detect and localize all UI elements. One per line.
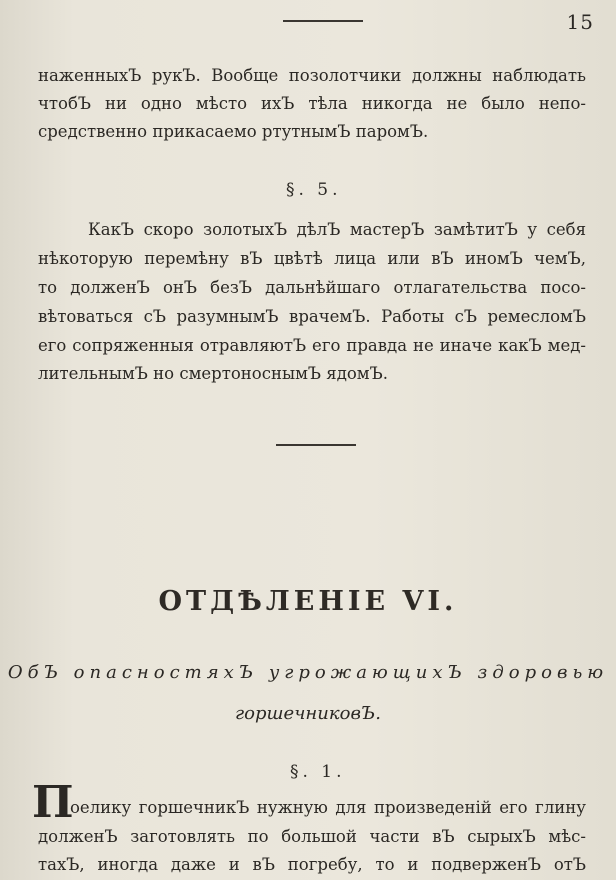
text-line: долженЪ заготовлять по большой части вЪ сырыхЪ мѣс- xyxy=(38,827,586,846)
chapter-title: ОТДѢЛЕНІЕ VI. xyxy=(158,586,458,617)
page-number: 15 xyxy=(566,10,594,34)
text-line: КакЪ скоро золотыхЪ дѣлЪ мастерЪ замѣтитЪ у себя xyxy=(88,220,586,239)
text-line: нѣкоторую перемѣну вЪ цвѣтѣ лица или вЪ иномЪ чемЪ, xyxy=(38,249,586,268)
section-mark: §. 5. xyxy=(286,180,342,200)
section-divider-rule xyxy=(276,444,356,446)
header-rule xyxy=(283,20,363,22)
drop-cap: П xyxy=(32,777,74,828)
text-line: средственно прикасаемо ртутнымЪ паромЪ. xyxy=(38,122,429,141)
section-mark: §. 1. xyxy=(290,762,346,782)
chapter-subtitle: ОбЪ опасностяхЪ угрожающихЪ здоровью xyxy=(7,662,609,683)
text-line: оелику горшечникЪ нужную для произведеній его глину xyxy=(70,798,586,817)
text-line: лительнымЪ но смертоноснымЪ ядомЪ. xyxy=(38,364,388,383)
text-line: вѣтоваться сЪ разумнымЪ врачемЪ. Работы сЪ ремесломЪ xyxy=(38,307,586,326)
text-line: чтобЪ ни одно мѣсто ихЪ тѣла никогда не было непо- xyxy=(38,94,586,113)
text-line: тахЪ, иногда даже и вЪ погребу, то и подверженЪ отЪ xyxy=(38,855,586,874)
text-line: наженныхЪ рукЪ. Вообще позолотчики должны наблюдать xyxy=(38,66,586,85)
text-line: его сопряженныя отравляютЪ его правда не иначе какЪ мед- xyxy=(38,336,586,355)
chapter-subtitle-continued: горшечниковЪ. xyxy=(235,703,381,724)
text-line: то долженЪ онЪ безЪ дальнѣйшаго отлагательства посо- xyxy=(38,278,586,297)
